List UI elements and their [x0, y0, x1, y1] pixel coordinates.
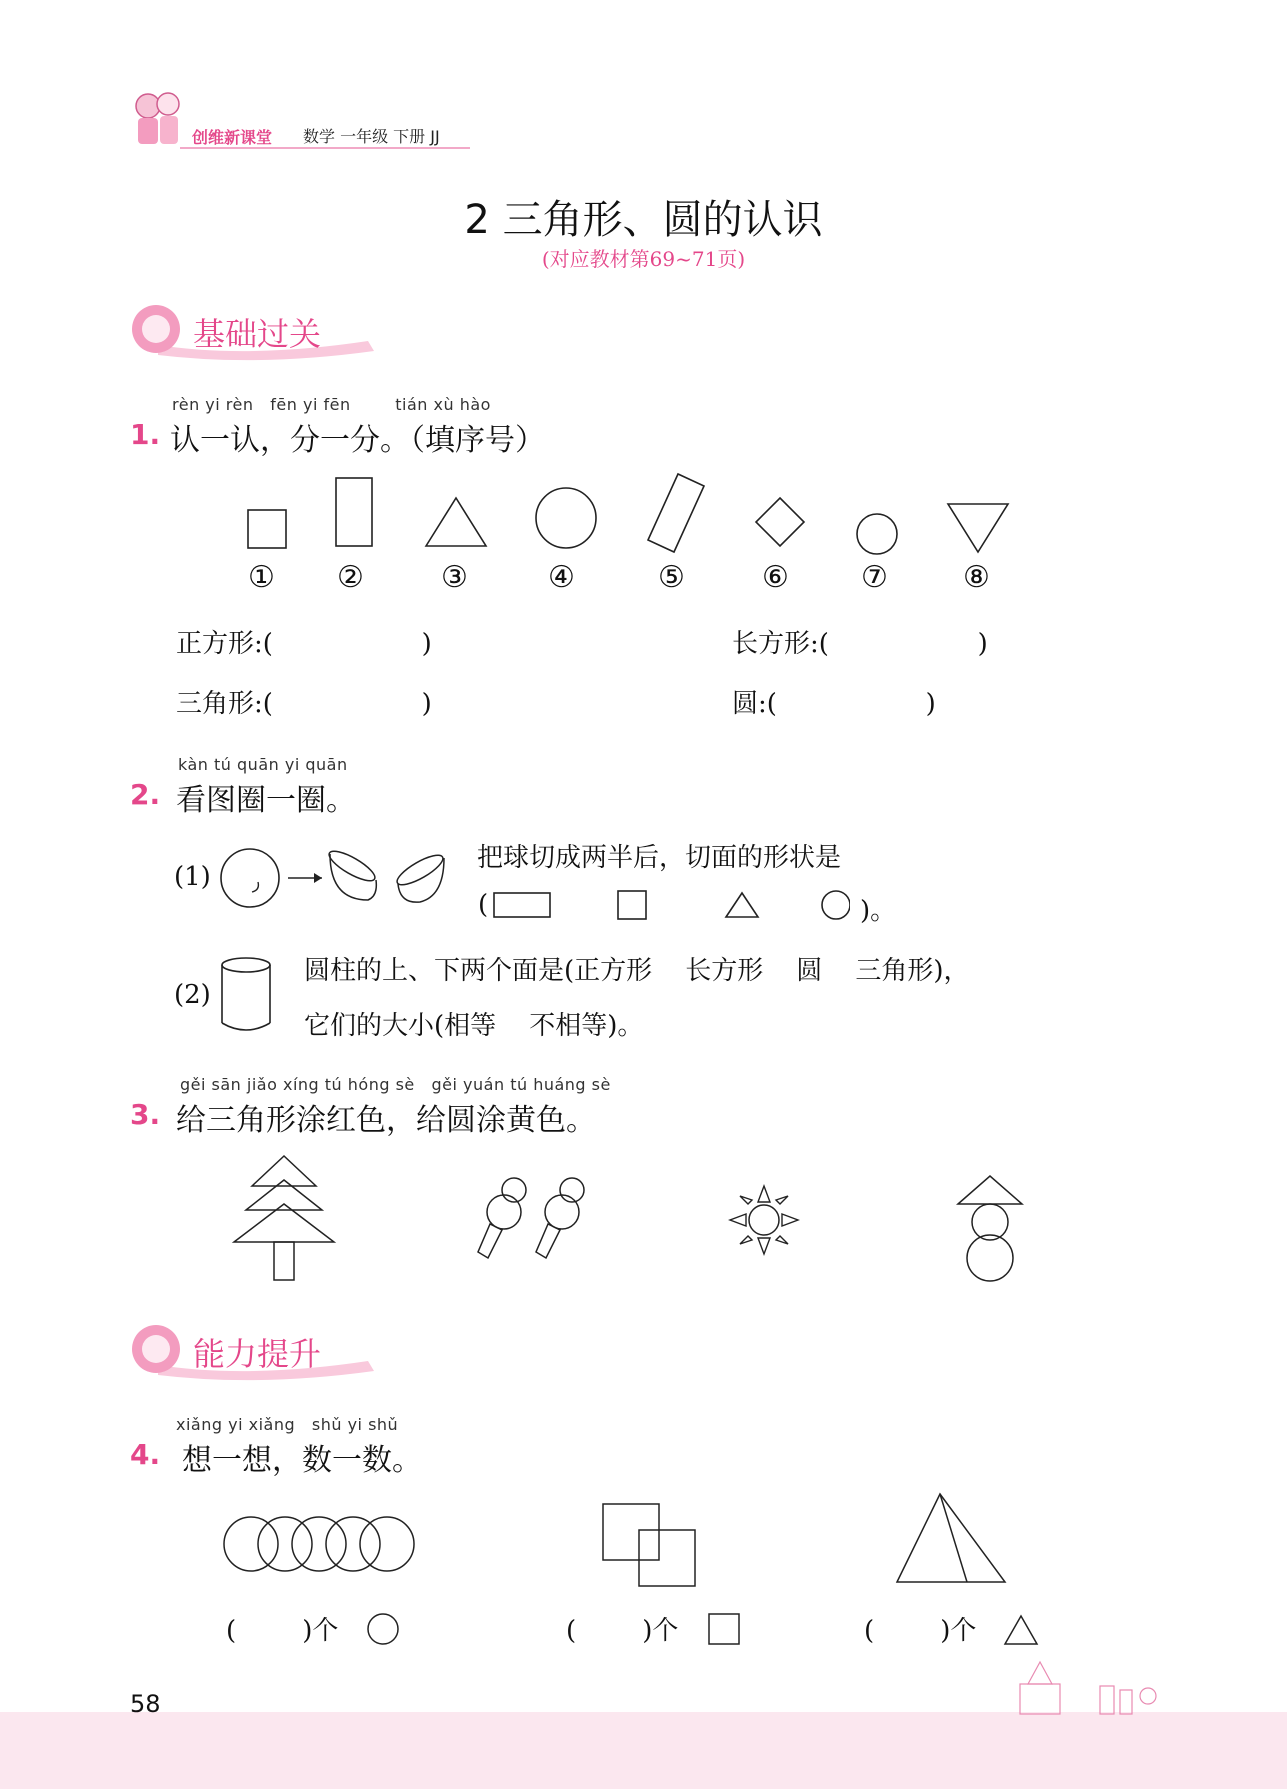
shape-1-square	[248, 510, 286, 548]
option-rectangle	[494, 893, 550, 917]
circle-icon	[366, 1612, 400, 1650]
q4-number: 4.	[130, 1438, 161, 1471]
q2-part1-close: )。	[860, 896, 897, 926]
ball-cut-illustration	[218, 842, 458, 916]
shape-4-circle	[536, 488, 596, 548]
triangle-icon	[1003, 1612, 1039, 1650]
q1-number: 1.	[130, 418, 161, 451]
q3-text: 给三角形涂红色，给圆涂黄色。	[176, 1103, 596, 1138]
sun-figure	[730, 1186, 798, 1254]
option-circle	[822, 891, 850, 919]
q2-pinyin: kàn tú quān yi quān	[178, 755, 348, 774]
shape-3-triangle	[426, 498, 486, 546]
shape-5-rectangle	[648, 474, 704, 552]
shape-label-1: ①	[248, 560, 275, 595]
q3-number: 3.	[130, 1098, 161, 1131]
q3-pinyin: gěi sān jiǎo xíng tú hóng sè gěi yuán tú huáng sè	[180, 1075, 611, 1094]
header-divider	[180, 147, 470, 149]
answer-square[interactable]: 正方形:( )	[176, 629, 432, 659]
snowman-figure	[958, 1176, 1022, 1281]
q4-answer-triangles[interactable]: ( )个	[864, 1616, 977, 1646]
shape-label-8: ⑧	[963, 560, 990, 595]
q3-figures[interactable]	[220, 1150, 1050, 1294]
page-number: 58	[130, 1690, 161, 1718]
q2-text: 看图圈一圈。	[176, 783, 356, 818]
shape-label-4: ④	[548, 560, 575, 595]
q2-part2-line1[interactable]: 圆柱的上、下两个面是(正方形 长方形 圆 三角形)，	[304, 956, 970, 986]
q2-part2-line2[interactable]: 它们的大小(相等 不相等)。	[304, 1011, 644, 1041]
footer-castle-decoration	[980, 1650, 1180, 1724]
section-advanced-title: 能力提升	[193, 1335, 322, 1373]
option-triangle	[726, 893, 758, 917]
page-subtitle: (对应教材第69~71页)	[541, 247, 746, 271]
q2-number: 2.	[130, 778, 161, 811]
q4-pinyin: xiǎng yi xiǎng shǔ yi shǔ	[176, 1415, 399, 1434]
q1-text: 认一认，分一分。（填序号）	[170, 423, 545, 458]
header-mascot	[128, 88, 188, 150]
shape-label-5: ⑤	[658, 560, 685, 595]
q1-pinyin: rèn yi rèn fēn yi fēn tián xù hào	[172, 395, 491, 414]
cylinder-icon	[218, 955, 274, 1039]
header-brand: 创维新课堂	[192, 128, 273, 147]
answer-circle[interactable]: 圆:( )	[732, 689, 936, 719]
q4-answer-circles[interactable]: ( )个	[226, 1616, 339, 1646]
q2-part2-label: (2)	[174, 980, 211, 1010]
q4-text: 想一想，数一数。	[182, 1443, 422, 1478]
shape-label-3: ③	[441, 560, 468, 595]
answer-rectangle[interactable]: 长方形:( )	[732, 629, 988, 659]
page-title: 2 三角形、圆的认识	[464, 197, 823, 243]
shape-7-circle	[857, 514, 897, 554]
q4-answer-squares[interactable]: ( )个	[566, 1616, 679, 1646]
shape-label-6: ⑥	[762, 560, 789, 595]
overlapping-circles	[224, 1517, 414, 1571]
option-square	[618, 891, 646, 919]
overlapping-squares	[603, 1504, 695, 1586]
candy-figure	[478, 1178, 584, 1258]
shape-8-triangle	[948, 504, 1008, 552]
q2-part1-text: 把球切成两半后，切面的形状是	[477, 843, 842, 873]
shape-label-2: ②	[337, 560, 364, 595]
shape-2-rectangle	[336, 478, 372, 546]
header-subject: 数学 一年级 下册 JJ	[303, 127, 440, 146]
split-triangle	[897, 1494, 1005, 1582]
shape-6-diamond	[756, 498, 804, 546]
tree-figure	[234, 1156, 334, 1280]
answer-triangle[interactable]: 三角形:( )	[176, 689, 432, 719]
section-basic-title: 基础过关	[193, 315, 322, 353]
q2-part1-open: (	[478, 890, 489, 920]
q2-part1-label: (1)	[174, 862, 211, 892]
q2-part1-options[interactable]	[490, 885, 850, 929]
square-icon	[707, 1612, 741, 1650]
q4-figures	[215, 1490, 1015, 1594]
shape-label-7: ⑦	[861, 560, 888, 595]
